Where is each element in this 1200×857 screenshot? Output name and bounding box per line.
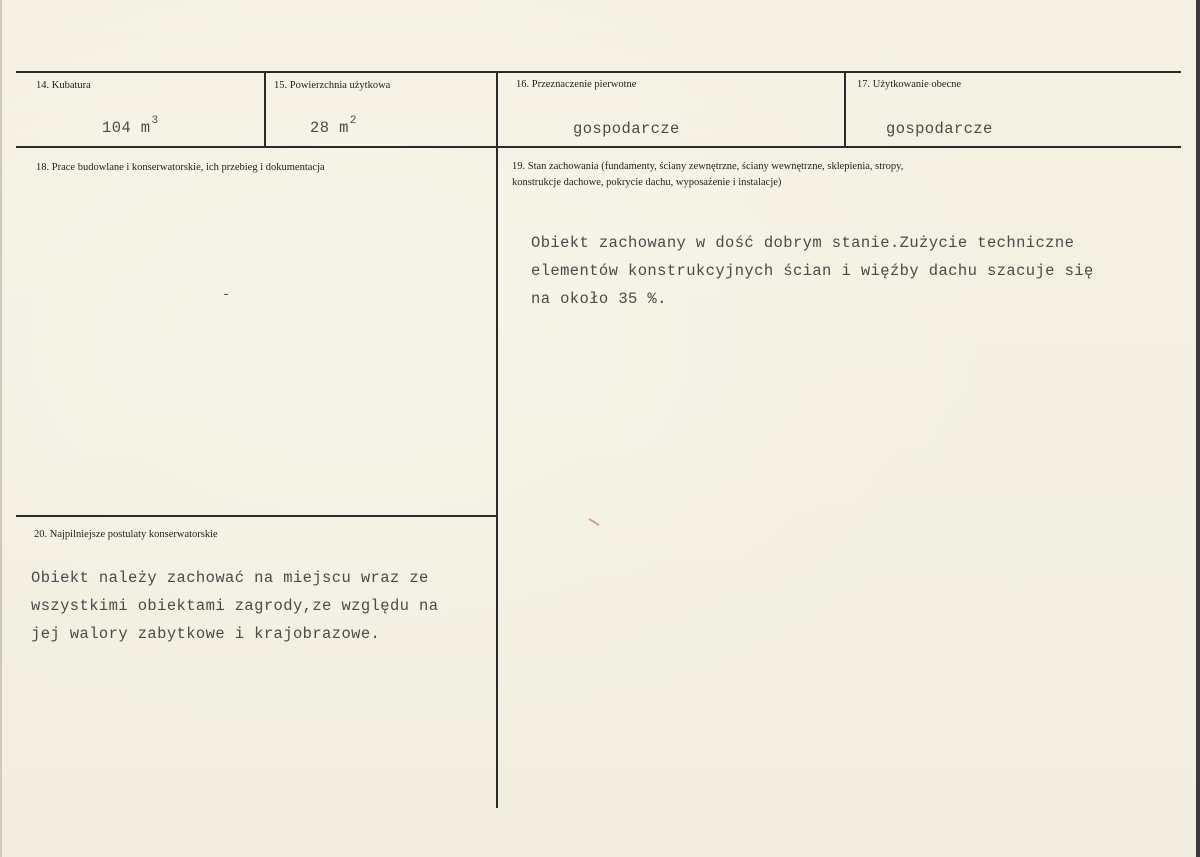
top-rule (16, 71, 1181, 73)
field-18-value: - (222, 287, 231, 303)
field-20-value-line-1: Obiekt należy zachować na miejscu wraz ze (31, 569, 429, 587)
paper-speck (588, 518, 599, 526)
field-18-label: 18. Prace budowlane i konserwatorskie, ich przebieg i dokumentacja (36, 162, 325, 173)
field-19-value-line-1: Obiekt zachowany w dość dobrym stanie.Zużycie techniczne (531, 234, 1075, 252)
field-17-label: 17. Użytkowanie obecne (857, 79, 962, 90)
field-19-value-line-3: na około 35 %. (531, 290, 667, 308)
field-20-value-line-2: wszystkimi obiektami zagrody,ze względu na (31, 597, 439, 615)
field-17-value: gospodarcze (886, 120, 993, 138)
card-right-edge (1196, 0, 1200, 857)
field-20-label: 20. Najpilniejsze postulaty konserwatorskie (34, 529, 218, 540)
field-19-label (512, 159, 1172, 191)
divider-main (496, 72, 498, 808)
field-15-label: 15. Powierzchnia użytkowa (274, 80, 391, 91)
field-16-value: gospodarcze (573, 120, 680, 138)
field18-bottom-rule (16, 515, 498, 517)
field-14-value (102, 115, 159, 137)
field-16-label: 16. Przeznaczenie pierwotne (516, 79, 637, 90)
field-15-value (310, 115, 357, 137)
field-20-value-line-3: jej walory zabytkowe i krajobrazowe. (31, 625, 381, 643)
field-15-superscript: 2 (349, 115, 357, 127)
field-20-value (31, 564, 438, 648)
field-14-value-text: 104 m (102, 119, 151, 137)
field-19-label-line-1: 19. Stan zachowania (fundamenty, ściany zewnętrzne, ściany wewnętrzne, sklepienia, stropy, (512, 161, 904, 172)
field-14-label: 14. Kubatura (36, 80, 91, 91)
card-left-edge (0, 0, 2, 857)
field-19-label-line-2: konstrukcje dachowe, pokrycie dachu, wyposażenie i instalacje) (512, 177, 782, 188)
row1-bottom-rule (16, 146, 1181, 148)
field-15-value-text: 28 m (310, 119, 349, 137)
field-19-value-line-2: elementów konstrukcyjnych ścian i więźby dachu szacuje się (531, 262, 1094, 280)
divider-16-17 (844, 72, 846, 147)
field-19-value (531, 229, 1094, 313)
field-14-superscript: 3 (151, 115, 159, 127)
divider-14-15 (264, 72, 266, 147)
